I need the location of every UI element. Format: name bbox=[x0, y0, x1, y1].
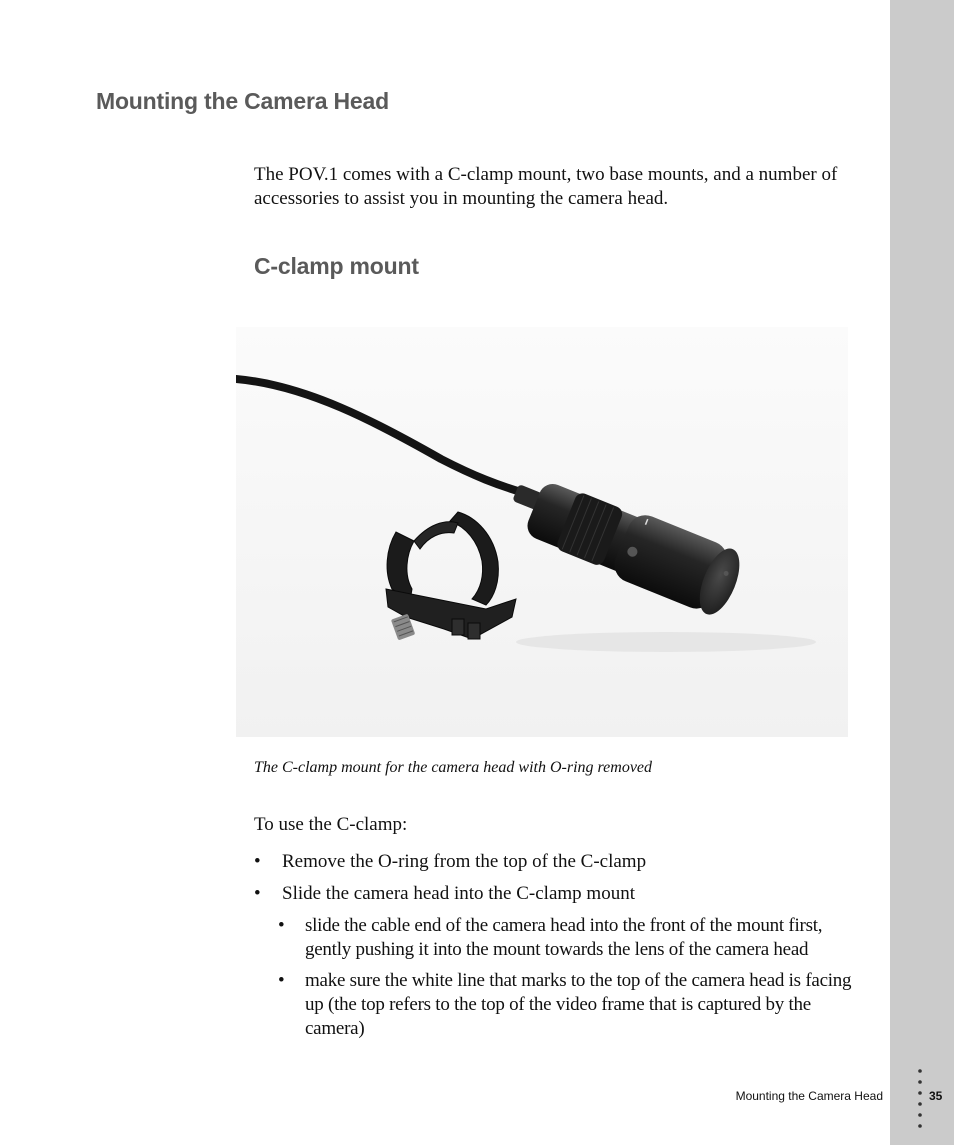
side-bar bbox=[890, 0, 954, 1145]
bullet-text: Remove the O-ring from the top of the C-clamp bbox=[282, 851, 647, 872]
footer-section-title: Mounting the Camera Head bbox=[735, 1089, 883, 1103]
bullet-dot-icon: • bbox=[278, 970, 285, 991]
bullet-item bbox=[254, 850, 646, 874]
bullet-item bbox=[254, 882, 635, 906]
section-heading: C-clamp mount bbox=[254, 253, 419, 279]
sub-bullet-text: slide the cable end of the camera head into the front of the mount first, gently pushing it into the mount towards the lens of the camera head bbox=[305, 915, 823, 960]
sub-bullet-text: make sure the white line that marks to the top of the camera head is facing up (the top refers to the top of the video frame that is captured by the camera) bbox=[305, 970, 852, 1039]
c-clamp-photo bbox=[236, 327, 848, 737]
sub-bullet-item bbox=[278, 969, 860, 1041]
page-number: 35 bbox=[929, 1089, 943, 1103]
instructions-lead: To use the C-clamp: bbox=[254, 814, 408, 835]
intro-paragraph: The POV.1 comes with a C-clamp mount, two base mounts, and a number of accessories to assist you in mounting the camera head. bbox=[254, 164, 838, 209]
footer-dots-icon bbox=[917, 1068, 923, 1130]
bullet-dot-icon: • bbox=[254, 851, 261, 872]
page-heading: Mounting the Camera Head bbox=[96, 88, 389, 114]
figure-caption: The C-clamp mount for the camera head with O-ring removed bbox=[254, 759, 653, 776]
bullet-dot-icon: • bbox=[278, 915, 285, 936]
bullet-text: Slide the camera head into the C-clamp mount bbox=[282, 883, 635, 904]
sub-bullet-item bbox=[278, 914, 860, 962]
bullet-dot-icon: • bbox=[254, 883, 261, 904]
